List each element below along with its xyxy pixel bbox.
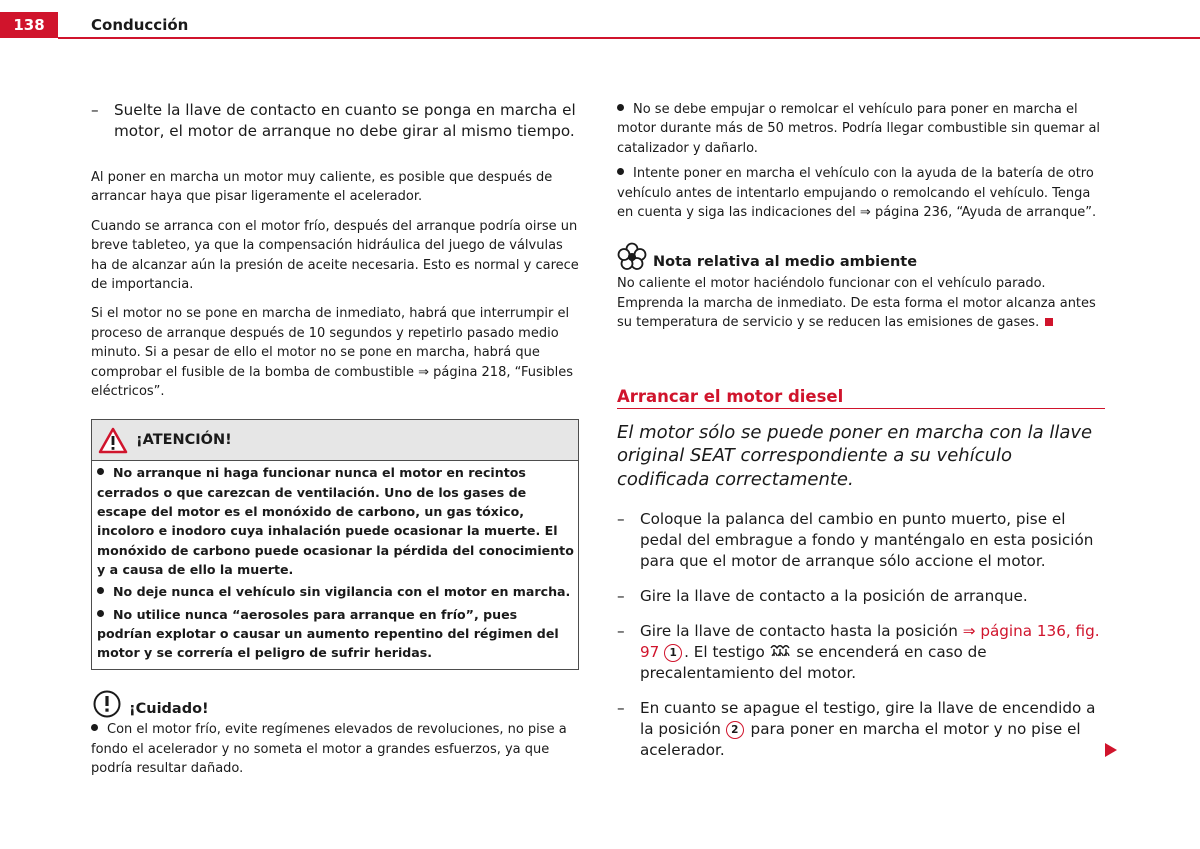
paragraph-text: Si el motor no se pone en marcha de inmediato, habrá que interrumpir el proceso de arranque después de 10 segundos y repetirlo pasado medio minuto. Si a pesar de ello el motor no se pone en marcha, habrá que comprobar el fusible de la bomba de combustible — [91, 306, 570, 380]
paragraph-hot-engine: Al poner en marcha un motor muy caliente, es posible que después de arrancar haya que pisar ligeramente el acelerador. — [91, 170, 553, 205]
caution-header — [91, 690, 579, 718]
warning-body — [92, 461, 578, 669]
step-neutral-clutch — [617, 509, 1105, 572]
warning-item — [97, 582, 574, 601]
dash-marker: – — [617, 622, 625, 641]
callout-1: 1 — [664, 644, 682, 662]
bullet-no-push — [617, 100, 1105, 158]
environment-note-header — [617, 242, 1105, 272]
warning-item-text: No deje nunca el vehículo sin vigilancia con el motor en marcha. — [113, 584, 571, 600]
flower-icon — [617, 242, 647, 272]
step-text: . El testigo — [684, 643, 770, 662]
caution-text: Con el motor frío, evite regímenes elevados de revoluciones, no pise a fondo el acelerador y no someta el motor a grandes esfuerzos, ya que podría resultar dañado. — [91, 722, 567, 777]
paragraph-no-start — [91, 304, 579, 401]
step-text: para poner en marcha el motor y no pise el acelerador. — [640, 720, 1081, 760]
step-start-position — [617, 586, 1105, 607]
caution-circle-icon — [93, 690, 121, 718]
dash-marker: – — [617, 510, 625, 529]
callout-2: 2 — [726, 721, 744, 739]
dash-marker: – — [91, 101, 99, 119]
bullet-icon — [617, 104, 624, 111]
warning-header — [92, 420, 578, 461]
step-text: Coloque la palanca del cambio en punto muerto, pise el pedal del embrague a fondo y manténgalo en esta posición para que el motor de arranque sólo accione el motor. — [640, 510, 1094, 571]
step-crank-engine — [617, 698, 1105, 761]
dash-marker: – — [617, 587, 625, 606]
environment-note-text: No caliente el motor haciéndolo funcionar con el vehículo parado. Emprenda la marcha de inmediato. De esta forma el motor alcanza antes su temperatura de servicio y se reducen las emisiones de gases. — [617, 276, 1096, 331]
warning-box — [91, 419, 579, 670]
bullet-icon — [617, 168, 624, 175]
jump-start-page-link[interactable]: ⇒ página 236, “Ayuda de arranque”. — [859, 205, 1097, 221]
bullet-jump-start — [617, 164, 1105, 222]
step-text: Suelte la llave de contacto en cuanto se ponga en marcha el motor, el motor de arranque no debe girar al mismo tiempo. — [114, 101, 576, 140]
fuses-page-link[interactable]: ⇒ página 218, “Fusibles eléctricos”. — [91, 364, 573, 400]
page-number: 138 — [0, 12, 58, 38]
warning-title: ¡ATENCIÓN! — [136, 432, 232, 449]
bullet-icon — [97, 468, 104, 475]
warning-triangle-icon — [98, 427, 128, 454]
step-text: Gire la llave de contacto a la posición de arranque. — [640, 587, 1028, 606]
bullet-text: No se debe empujar o remolcar el vehículo para poner en marcha el motor durante más de 50 metros. Podría llegar combustible sin quemar al catalizador y dañarlo. — [617, 102, 1101, 156]
step-text: En cuanto se apague el testigo, gire la llave de encendido a la posición — [640, 699, 1096, 739]
bullet-icon — [97, 610, 104, 617]
step-preheat — [617, 621, 1105, 684]
dash-marker: – — [617, 699, 625, 718]
diesel-section-heading: Arrancar el motor diesel — [617, 387, 1105, 409]
step-text: se encenderá en caso de precalentamiento del motor. — [640, 643, 987, 683]
left-column — [91, 100, 579, 779]
warning-item-text: No utilice nunca “aerosoles para arranque en frío”, pues podrían explotar o causar un aumento repentino del régimen del motor y se correría el peligro de sufrir heridas. — [97, 606, 559, 661]
caution-title: ¡Cuidado! — [129, 701, 209, 718]
bullet-icon — [97, 587, 104, 594]
glow-plug-icon — [770, 644, 792, 657]
environment-note-text-block — [617, 274, 1105, 332]
end-of-section-icon — [1045, 318, 1053, 326]
environment-note-title: Nota relativa al medio ambiente — [653, 254, 918, 271]
bullet-icon — [91, 724, 98, 731]
figure-97-link[interactable]: ⇒ página 136, fig. 97 — [640, 622, 1100, 662]
warning-item — [97, 463, 574, 579]
warning-item-text: No arranque ni haga funcionar nunca el motor en recintos cerrados o que carezcan de ventilación. Uno de los gases de escape del motor es el monóxido de carbono, un gas tóxico, incoloro e inodoro cuya inhalación puede ocasionar la muerte. El monóxido de carbono puede ocasionar la pérdida del conocimiento y a causa de ello la muerte. — [97, 465, 574, 577]
step-release-key — [91, 100, 579, 142]
diesel-intro: El motor sólo se puede poner en marcha con la llave original SEAT correspondiente a su vehículo codificada correctamente. — [617, 421, 1093, 490]
bullet-text: Intente poner en marcha el vehículo con la ayuda de la batería de otro vehículo antes de intentarlo empujando o remolcando el vehículo. Tenga en cuenta y siga las indicaciones del — [617, 166, 1094, 221]
next-page-arrow-icon[interactable] — [1105, 743, 1117, 757]
paragraph-cold-engine: Cuando se arranca con el motor frío, después del arranque podría oirse un breve tableteo, ya que la compensación hidráulica del juego de válvulas ha de alcanzar aún la presión de aceite necesaria. Esto es normal y carece de importancia. — [91, 218, 579, 293]
section-title: Conducción — [91, 16, 189, 34]
step-text: Gire la llave de contacto hasta la posición — [640, 622, 963, 641]
right-column — [617, 100, 1105, 761]
caution-text-block — [91, 720, 579, 778]
header-rule — [58, 37, 1200, 39]
warning-item — [97, 605, 574, 663]
